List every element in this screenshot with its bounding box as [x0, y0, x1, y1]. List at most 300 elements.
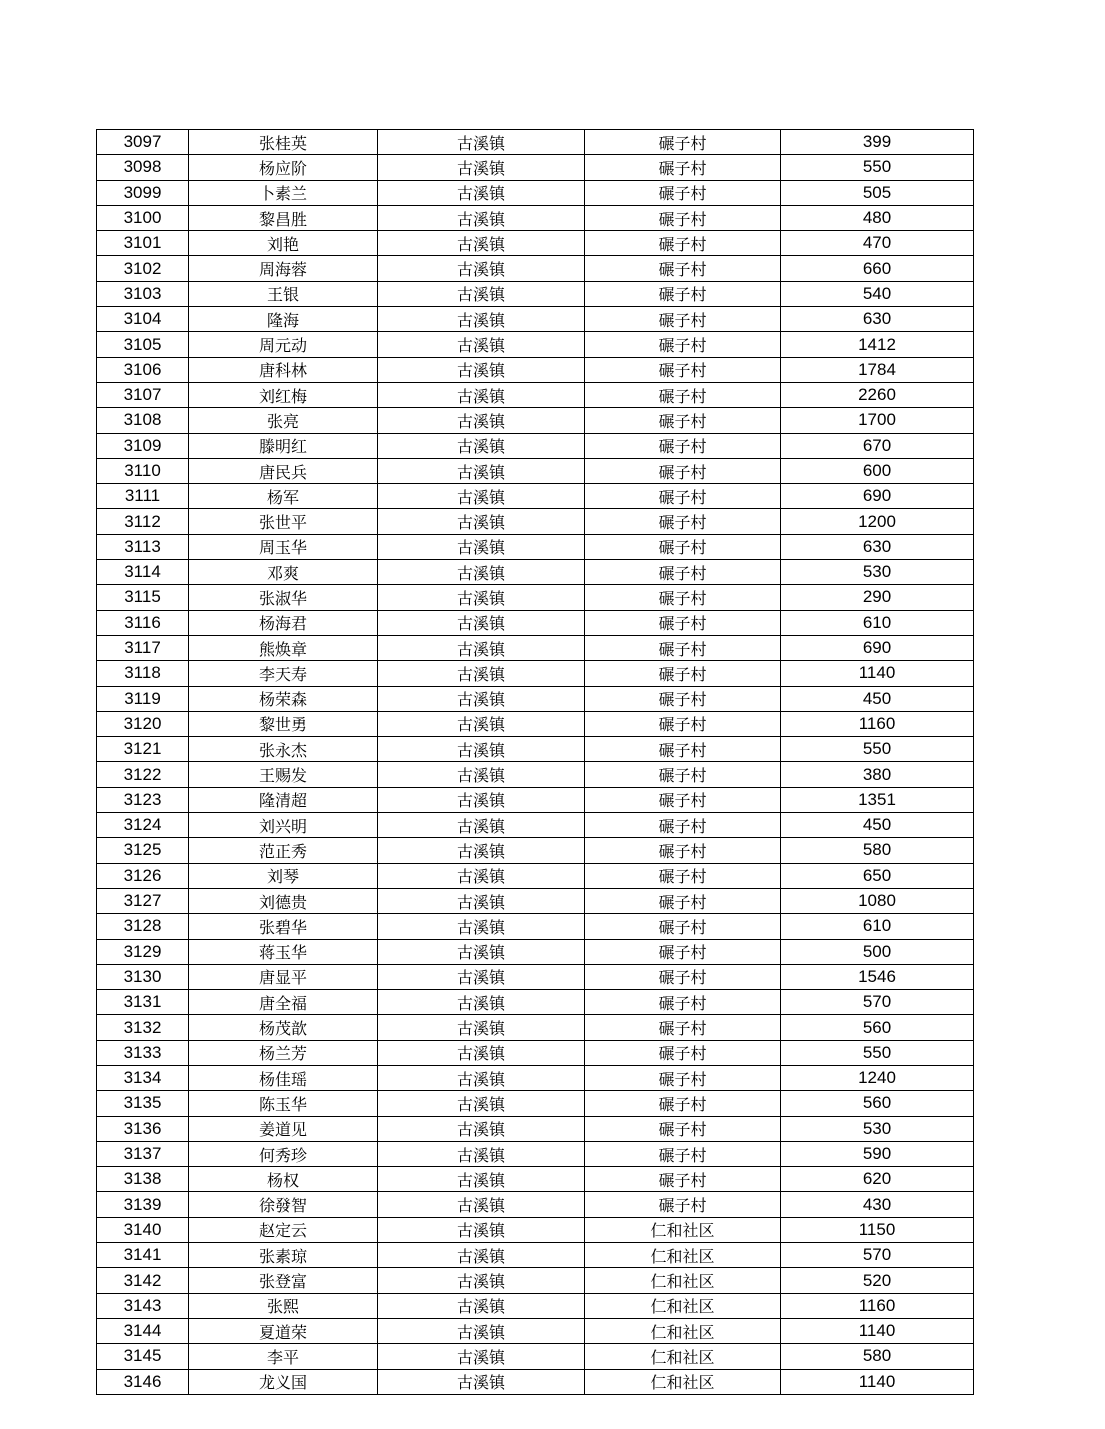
cell-id: 3114	[97, 560, 189, 585]
cell-name: 唐科林	[189, 357, 378, 382]
cell-amount: 570	[781, 990, 974, 1015]
cell-amount: 530	[781, 560, 974, 585]
cell-amount: 399	[781, 130, 974, 155]
table-row	[97, 1167, 974, 1192]
table-row	[97, 1293, 974, 1318]
cell-amount: 1140	[781, 1369, 974, 1394]
cell-amount: 630	[781, 534, 974, 559]
cell-village: 碾子村	[585, 484, 781, 509]
cell-amount: 620	[781, 1167, 974, 1192]
table-row	[97, 534, 974, 559]
cell-name: 唐民兵	[189, 458, 378, 483]
cell-name: 姜道见	[189, 1116, 378, 1141]
cell-name: 刘德贵	[189, 888, 378, 913]
cell-amount: 1140	[781, 661, 974, 686]
cell-amount: 600	[781, 458, 974, 483]
cell-id: 3128	[97, 914, 189, 939]
cell-town: 古溪镇	[378, 332, 585, 357]
cell-village: 碾子村	[585, 1116, 781, 1141]
cell-town: 古溪镇	[378, 1344, 585, 1369]
cell-town: 古溪镇	[378, 787, 585, 812]
cell-village: 碾子村	[585, 256, 781, 281]
cell-town: 古溪镇	[378, 610, 585, 635]
cell-village: 碾子村	[585, 1065, 781, 1090]
cell-amount: 670	[781, 433, 974, 458]
table-row	[97, 256, 974, 281]
cell-amount: 1150	[781, 1217, 974, 1242]
cell-name: 赵定云	[189, 1217, 378, 1242]
table-row	[97, 458, 974, 483]
cell-town: 古溪镇	[378, 711, 585, 736]
cell-id: 3143	[97, 1293, 189, 1318]
cell-town: 古溪镇	[378, 357, 585, 382]
cell-name: 邓爽	[189, 560, 378, 585]
cell-village: 碾子村	[585, 560, 781, 585]
cell-name: 黎昌胜	[189, 205, 378, 230]
table-row	[97, 813, 974, 838]
table-row	[97, 1015, 974, 1040]
table-row	[97, 914, 974, 939]
table-row	[97, 964, 974, 989]
cell-village: 碾子村	[585, 610, 781, 635]
cell-village: 碾子村	[585, 130, 781, 155]
cell-town: 古溪镇	[378, 1091, 585, 1116]
table-row	[97, 231, 974, 256]
cell-id: 3132	[97, 1015, 189, 1040]
data-table	[96, 129, 974, 1395]
table-row	[97, 155, 974, 180]
cell-village: 碾子村	[585, 1040, 781, 1065]
cell-village: 仁和社区	[585, 1293, 781, 1318]
table-row	[97, 888, 974, 913]
cell-name: 杨兰芳	[189, 1040, 378, 1065]
cell-id: 3102	[97, 256, 189, 281]
cell-id: 3109	[97, 433, 189, 458]
table-row	[97, 1065, 974, 1090]
cell-amount: 550	[781, 1040, 974, 1065]
cell-name: 张素琼	[189, 1243, 378, 1268]
table-row	[97, 332, 974, 357]
cell-amount: 380	[781, 762, 974, 787]
cell-amount: 1080	[781, 888, 974, 913]
cell-name: 杨荣森	[189, 686, 378, 711]
cell-village: 碾子村	[585, 155, 781, 180]
table-row	[97, 382, 974, 407]
cell-name: 唐全福	[189, 990, 378, 1015]
cell-amount: 520	[781, 1268, 974, 1293]
cell-name: 周玉华	[189, 534, 378, 559]
cell-town: 古溪镇	[378, 1065, 585, 1090]
cell-name: 刘琴	[189, 863, 378, 888]
table-row	[97, 1141, 974, 1166]
cell-town: 古溪镇	[378, 1318, 585, 1343]
cell-id: 3107	[97, 382, 189, 407]
cell-village: 碾子村	[585, 231, 781, 256]
cell-id: 3126	[97, 863, 189, 888]
cell-name: 杨应阶	[189, 155, 378, 180]
cell-village: 碾子村	[585, 1141, 781, 1166]
cell-village: 碾子村	[585, 787, 781, 812]
cell-id: 3111	[97, 484, 189, 509]
cell-village: 仁和社区	[585, 1217, 781, 1242]
cell-village: 碾子村	[585, 458, 781, 483]
cell-id: 3103	[97, 281, 189, 306]
cell-amount: 630	[781, 307, 974, 332]
cell-name: 杨佳瑶	[189, 1065, 378, 1090]
cell-name: 张登富	[189, 1268, 378, 1293]
cell-amount: 1784	[781, 357, 974, 382]
cell-town: 古溪镇	[378, 231, 585, 256]
table-row	[97, 1344, 974, 1369]
cell-amount: 450	[781, 813, 974, 838]
cell-town: 古溪镇	[378, 560, 585, 585]
cell-amount: 430	[781, 1192, 974, 1217]
cell-name: 张熙	[189, 1293, 378, 1318]
cell-village: 碾子村	[585, 813, 781, 838]
cell-name: 张桂英	[189, 130, 378, 155]
cell-id: 3130	[97, 964, 189, 989]
cell-town: 古溪镇	[378, 534, 585, 559]
cell-amount: 550	[781, 737, 974, 762]
cell-town: 古溪镇	[378, 1116, 585, 1141]
cell-amount: 580	[781, 838, 974, 863]
cell-amount: 580	[781, 1344, 974, 1369]
cell-id: 3105	[97, 332, 189, 357]
table-row	[97, 762, 974, 787]
cell-village: 碾子村	[585, 408, 781, 433]
cell-id: 3099	[97, 180, 189, 205]
cell-village: 仁和社区	[585, 1243, 781, 1268]
cell-id: 3097	[97, 130, 189, 155]
cell-amount: 500	[781, 939, 974, 964]
cell-village: 仁和社区	[585, 1369, 781, 1394]
table-row	[97, 1268, 974, 1293]
cell-amount: 1351	[781, 787, 974, 812]
cell-village: 碾子村	[585, 509, 781, 534]
cell-name: 杨权	[189, 1167, 378, 1192]
cell-town: 古溪镇	[378, 1192, 585, 1217]
cell-amount: 1160	[781, 1293, 974, 1318]
cell-name: 刘兴明	[189, 813, 378, 838]
cell-name: 张亮	[189, 408, 378, 433]
cell-amount: 470	[781, 231, 974, 256]
cell-village: 碾子村	[585, 737, 781, 762]
cell-village: 碾子村	[585, 382, 781, 407]
cell-name: 龙义国	[189, 1369, 378, 1394]
cell-town: 古溪镇	[378, 1369, 585, 1394]
cell-id: 3106	[97, 357, 189, 382]
cell-id: 3116	[97, 610, 189, 635]
cell-village: 碾子村	[585, 307, 781, 332]
cell-name: 李平	[189, 1344, 378, 1369]
cell-id: 3131	[97, 990, 189, 1015]
cell-town: 古溪镇	[378, 990, 585, 1015]
cell-amount: 530	[781, 1116, 974, 1141]
cell-id: 3141	[97, 1243, 189, 1268]
cell-village: 仁和社区	[585, 1268, 781, 1293]
cell-amount: 590	[781, 1141, 974, 1166]
cell-town: 古溪镇	[378, 813, 585, 838]
cell-name: 张碧华	[189, 914, 378, 939]
cell-amount: 480	[781, 205, 974, 230]
cell-village: 碾子村	[585, 281, 781, 306]
cell-town: 古溪镇	[378, 458, 585, 483]
cell-name: 王赐发	[189, 762, 378, 787]
cell-id: 3100	[97, 205, 189, 230]
cell-id: 3112	[97, 509, 189, 534]
cell-town: 古溪镇	[378, 737, 585, 762]
cell-id: 3101	[97, 231, 189, 256]
cell-id: 3137	[97, 1141, 189, 1166]
table-row	[97, 307, 974, 332]
table-row	[97, 990, 974, 1015]
cell-village: 碾子村	[585, 1167, 781, 1192]
cell-id: 3123	[97, 787, 189, 812]
cell-name: 刘艳	[189, 231, 378, 256]
cell-town: 古溪镇	[378, 180, 585, 205]
table-row	[97, 560, 974, 585]
cell-name: 陈玉华	[189, 1091, 378, 1116]
cell-town: 古溪镇	[378, 130, 585, 155]
table-row	[97, 939, 974, 964]
cell-amount: 660	[781, 256, 974, 281]
cell-town: 古溪镇	[378, 433, 585, 458]
cell-town: 古溪镇	[378, 205, 585, 230]
cell-amount: 540	[781, 281, 974, 306]
cell-name: 熊焕章	[189, 635, 378, 660]
cell-town: 古溪镇	[378, 1015, 585, 1040]
cell-amount: 610	[781, 914, 974, 939]
cell-amount: 1412	[781, 332, 974, 357]
cell-id: 3142	[97, 1268, 189, 1293]
cell-name: 杨茂歆	[189, 1015, 378, 1040]
cell-id: 3138	[97, 1167, 189, 1192]
table-row	[97, 1040, 974, 1065]
cell-amount: 1700	[781, 408, 974, 433]
table-row	[97, 509, 974, 534]
cell-id: 3115	[97, 585, 189, 610]
table-row	[97, 281, 974, 306]
cell-village: 碾子村	[585, 534, 781, 559]
cell-id: 3110	[97, 458, 189, 483]
cell-id: 3140	[97, 1217, 189, 1242]
cell-id: 3135	[97, 1091, 189, 1116]
cell-amount: 560	[781, 1091, 974, 1116]
table-row	[97, 408, 974, 433]
cell-id: 3117	[97, 635, 189, 660]
cell-village: 碾子村	[585, 635, 781, 660]
cell-village: 碾子村	[585, 711, 781, 736]
cell-name: 何秀珍	[189, 1141, 378, 1166]
table-row	[97, 711, 974, 736]
cell-town: 古溪镇	[378, 1141, 585, 1166]
cell-town: 古溪镇	[378, 1040, 585, 1065]
cell-name: 杨海君	[189, 610, 378, 635]
cell-town: 古溪镇	[378, 863, 585, 888]
table-row	[97, 787, 974, 812]
cell-name: 李天寿	[189, 661, 378, 686]
cell-town: 古溪镇	[378, 1293, 585, 1318]
cell-name: 徐發智	[189, 1192, 378, 1217]
cell-amount: 450	[781, 686, 974, 711]
table-row	[97, 180, 974, 205]
table-row	[97, 635, 974, 660]
cell-village: 碾子村	[585, 357, 781, 382]
cell-town: 古溪镇	[378, 1167, 585, 1192]
cell-village: 碾子村	[585, 332, 781, 357]
cell-id: 3108	[97, 408, 189, 433]
table-row	[97, 1243, 974, 1268]
cell-name: 蒋玉华	[189, 939, 378, 964]
cell-amount: 560	[781, 1015, 974, 1040]
cell-name: 范正秀	[189, 838, 378, 863]
cell-town: 古溪镇	[378, 585, 585, 610]
cell-town: 古溪镇	[378, 964, 585, 989]
cell-village: 碾子村	[585, 205, 781, 230]
cell-id: 3146	[97, 1369, 189, 1394]
cell-name: 周海蓉	[189, 256, 378, 281]
cell-village: 碾子村	[585, 1015, 781, 1040]
table-row	[97, 737, 974, 762]
cell-amount: 1546	[781, 964, 974, 989]
cell-town: 古溪镇	[378, 1243, 585, 1268]
cell-name: 唐显平	[189, 964, 378, 989]
cell-amount: 1240	[781, 1065, 974, 1090]
cell-id: 3119	[97, 686, 189, 711]
cell-id: 3120	[97, 711, 189, 736]
cell-village: 碾子村	[585, 585, 781, 610]
cell-village: 仁和社区	[585, 1318, 781, 1343]
cell-village: 仁和社区	[585, 1344, 781, 1369]
cell-id: 3122	[97, 762, 189, 787]
table-row	[97, 130, 974, 155]
table-row	[97, 585, 974, 610]
cell-id: 3124	[97, 813, 189, 838]
table-row	[97, 1192, 974, 1217]
cell-id: 3113	[97, 534, 189, 559]
cell-name: 王银	[189, 281, 378, 306]
table-row	[97, 205, 974, 230]
cell-town: 古溪镇	[378, 509, 585, 534]
cell-village: 碾子村	[585, 1091, 781, 1116]
cell-amount: 550	[781, 155, 974, 180]
cell-village: 碾子村	[585, 762, 781, 787]
cell-town: 古溪镇	[378, 914, 585, 939]
cell-town: 古溪镇	[378, 1268, 585, 1293]
cell-id: 3134	[97, 1065, 189, 1090]
cell-id: 3139	[97, 1192, 189, 1217]
cell-id: 3118	[97, 661, 189, 686]
cell-amount: 1200	[781, 509, 974, 534]
cell-village: 碾子村	[585, 1192, 781, 1217]
table-row	[97, 1318, 974, 1343]
cell-town: 古溪镇	[378, 888, 585, 913]
cell-town: 古溪镇	[378, 155, 585, 180]
cell-name: 黎世勇	[189, 711, 378, 736]
cell-amount: 1140	[781, 1318, 974, 1343]
cell-town: 古溪镇	[378, 1217, 585, 1242]
cell-name: 隆海	[189, 307, 378, 332]
cell-name: 周元动	[189, 332, 378, 357]
cell-village: 碾子村	[585, 838, 781, 863]
cell-amount: 570	[781, 1243, 974, 1268]
cell-town: 古溪镇	[378, 635, 585, 660]
table-row	[97, 661, 974, 686]
cell-village: 碾子村	[585, 939, 781, 964]
cell-id: 3125	[97, 838, 189, 863]
table-row	[97, 1091, 974, 1116]
cell-name: 卜素兰	[189, 180, 378, 205]
cell-village: 碾子村	[585, 180, 781, 205]
cell-village: 碾子村	[585, 661, 781, 686]
table-body	[97, 130, 974, 1395]
cell-id: 3127	[97, 888, 189, 913]
cell-name: 夏道荣	[189, 1318, 378, 1343]
cell-town: 古溪镇	[378, 484, 585, 509]
cell-town: 古溪镇	[378, 281, 585, 306]
cell-village: 碾子村	[585, 888, 781, 913]
cell-id: 3144	[97, 1318, 189, 1343]
cell-amount: 2260	[781, 382, 974, 407]
cell-town: 古溪镇	[378, 838, 585, 863]
cell-id: 3145	[97, 1344, 189, 1369]
table-row	[97, 610, 974, 635]
cell-name: 张永杰	[189, 737, 378, 762]
cell-id: 3121	[97, 737, 189, 762]
cell-town: 古溪镇	[378, 661, 585, 686]
cell-town: 古溪镇	[378, 939, 585, 964]
cell-name: 杨军	[189, 484, 378, 509]
cell-village: 碾子村	[585, 686, 781, 711]
cell-amount: 650	[781, 863, 974, 888]
cell-name: 张世平	[189, 509, 378, 534]
cell-town: 古溪镇	[378, 408, 585, 433]
cell-id: 3104	[97, 307, 189, 332]
cell-town: 古溪镇	[378, 762, 585, 787]
cell-amount: 1160	[781, 711, 974, 736]
cell-town: 古溪镇	[378, 686, 585, 711]
cell-name: 隆清超	[189, 787, 378, 812]
cell-id: 3129	[97, 939, 189, 964]
table-row	[97, 686, 974, 711]
cell-id: 3136	[97, 1116, 189, 1141]
cell-name: 张淑华	[189, 585, 378, 610]
cell-amount: 690	[781, 484, 974, 509]
cell-town: 古溪镇	[378, 307, 585, 332]
cell-amount: 610	[781, 610, 974, 635]
table-row	[97, 484, 974, 509]
cell-id: 3133	[97, 1040, 189, 1065]
cell-village: 碾子村	[585, 964, 781, 989]
table-row	[97, 1217, 974, 1242]
cell-village: 碾子村	[585, 990, 781, 1015]
cell-village: 碾子村	[585, 433, 781, 458]
cell-village: 碾子村	[585, 863, 781, 888]
cell-amount: 505	[781, 180, 974, 205]
cell-amount: 690	[781, 635, 974, 660]
table-row	[97, 838, 974, 863]
cell-town: 古溪镇	[378, 256, 585, 281]
cell-amount: 290	[781, 585, 974, 610]
cell-id: 3098	[97, 155, 189, 180]
cell-town: 古溪镇	[378, 382, 585, 407]
table-row	[97, 1116, 974, 1141]
table-row	[97, 1369, 974, 1394]
cell-name: 滕明红	[189, 433, 378, 458]
cell-village: 碾子村	[585, 914, 781, 939]
cell-name: 刘红梅	[189, 382, 378, 407]
table-row	[97, 863, 974, 888]
